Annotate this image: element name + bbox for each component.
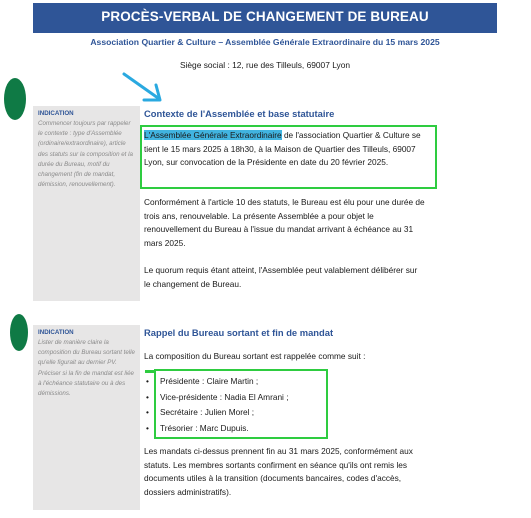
indication-sidebar-1 [33,106,140,301]
annotation-arrow-icon [120,70,170,108]
section-heading-outgoing-board: Rappel du Bureau sortant et fin de mandat [144,327,334,338]
highlighted-selection[interactable]: L'Assemblée Générale Extraordinaire [144,130,282,140]
member-vice-president: Vice-présidente : Nadia El Amrani ; [160,391,289,402]
annotation-dash [145,370,154,373]
statutes-paragraph: Conformément à l'article 10 des statuts, le Bureau est élu pour une durée de trois ans, renouvelable. La présente Assemblée a pour objet le renouvellement du Bureau à l'issue du mandat arrivant à échéance au 31 mars 2025. [144,197,425,248]
annotation-box-1 [140,125,437,189]
indication-text: Commencer toujours par rappeler le contexte : type d'Assemblée (ordinaire/extraordinaire), article des statuts sur la composition et la durée du Bureau, motif du changement (fin de mandat, démission, renouvellement). [38,120,133,189]
context-paragraph-text: de l'association Quartier & Culture se tient le 15 mars 2025 à 18h30, à la Maison de Quartier des Tilleuls, 69007 Lyon, sur convocation de la Présidente en date du 20 février 2025. [144,130,421,168]
member-secretary: Secrétaire : Julien Morel ; [160,407,255,418]
indication-label: INDICATION [38,110,74,117]
indication-label: INDICATION [38,329,74,336]
bullet-icon: • [146,376,149,386]
bullet-icon: • [146,407,149,418]
section-heading-context: Contexte de l'Assemblée et base statutaire [144,108,335,119]
document-title: PROCÈS-VERBAL DE CHANGEMENT DE BUREAU [33,3,497,33]
end-of-mandate-paragraph: Les mandats ci-dessus prennent fin au 31 mars 2025, conformément aux statuts. Les membres sortants confirment en séance qu'ils ont remis les documents utiles à la transition (documents bancaires, codes d'accès, dossiers administratifs). [144,446,413,497]
document-subtitle: Association Quartier & Culture – Assemblée Générale Extraordinaire du 15 mars 2025 [90,37,440,47]
indication-sidebar-2 [33,325,140,510]
member-president: Présidente : Claire Martin ; [160,376,259,386]
annotation-box-2 [154,369,328,439]
member-treasurer: Trésorier : Marc Dupuis. [160,422,249,433]
bullet-icon: • [146,391,149,402]
bullet-icon: • [146,422,149,433]
registered-office: Siège social : 12, rue des Tilleuls, 69007 Lyon [179,60,351,70]
comment-marker-2[interactable] [10,314,28,351]
indication-text: Lister de manière claire la composition du Bureau sortant telle qu'elle figurait au dernier PV. Préciser si la fin de mandat est liée à l'échéance statutaire ou à des démissions. [38,339,135,398]
comment-marker-1[interactable] [4,78,26,120]
outgoing-board-intro: La composition du Bureau sortant est rappelée comme suit : [144,351,366,361]
quorum-paragraph: Le quorum requis étant atteint, l'Assemblée peut valablement délibérer sur le changement de Bureau. [144,265,418,289]
